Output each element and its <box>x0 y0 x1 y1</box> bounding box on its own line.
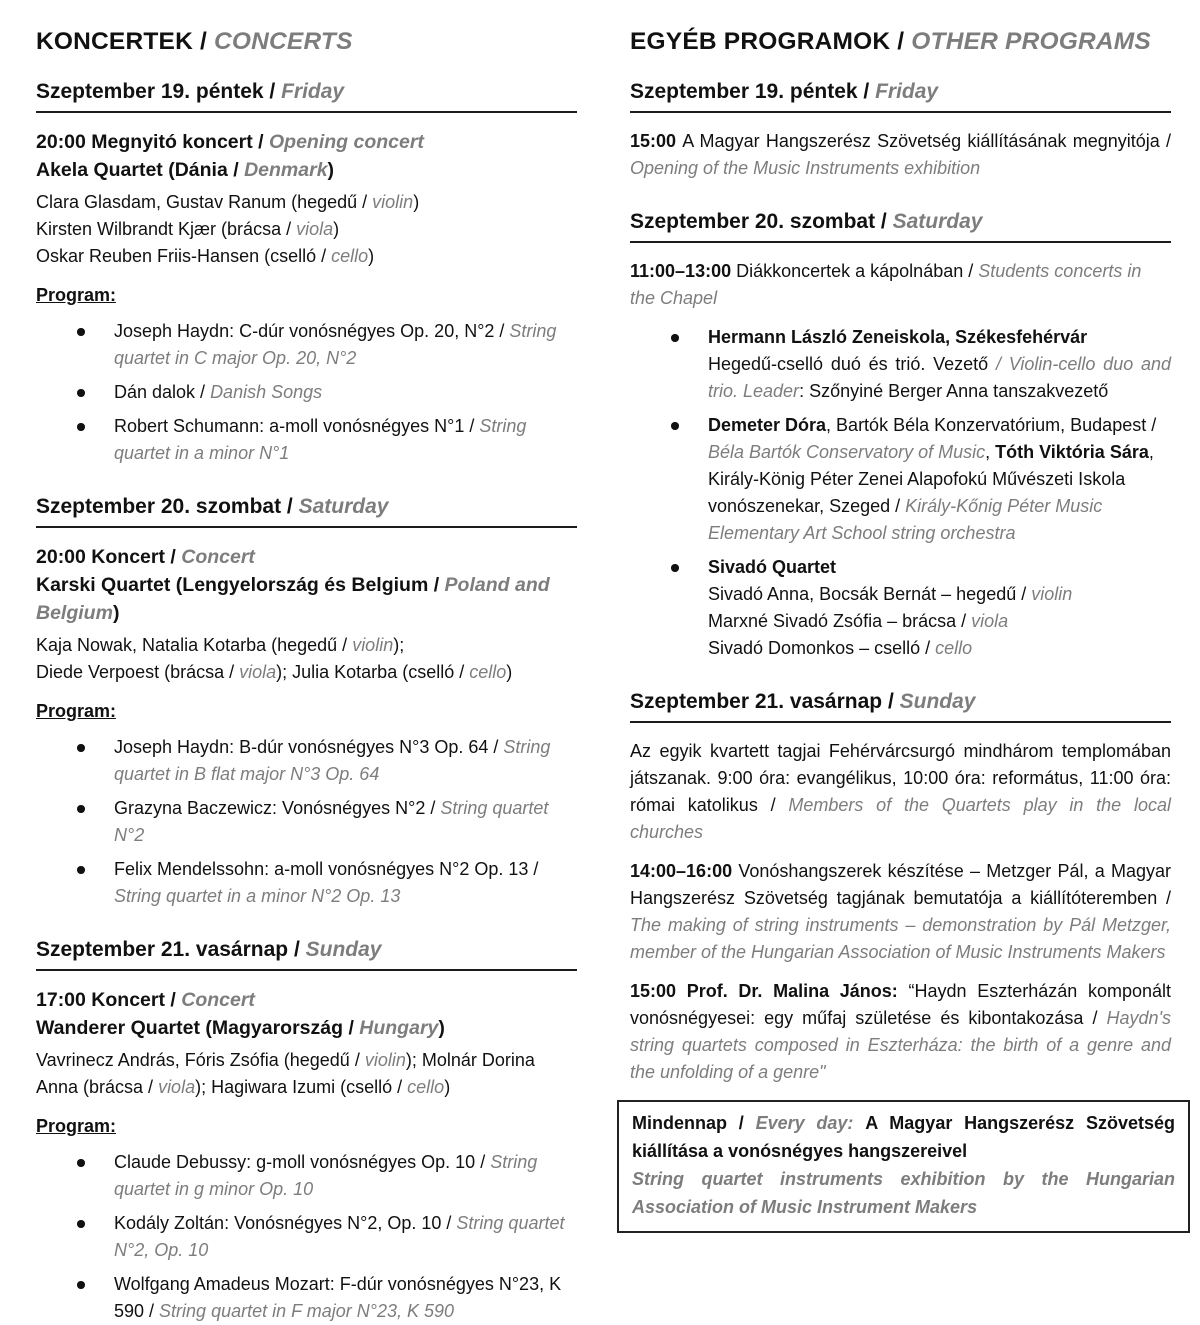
text-run: Sunday <box>305 938 382 961</box>
performers-line <box>36 632 577 659</box>
program-item-line <box>114 1271 577 1325</box>
performers-line <box>36 216 577 243</box>
text-run: Felix Mendelssohn: a-moll vonósnégyes N°2 Op. 13 / <box>114 859 539 879</box>
text-run: Concert <box>181 546 255 568</box>
text-run: Sivadó Anna, Bocsák Bernát – hegedű / <box>708 584 1032 604</box>
text-run: EGYÉB PROGRAMOK / <box>630 28 912 55</box>
day-header <box>630 690 1171 723</box>
program-list <box>36 734 577 910</box>
text-run: Diákkoncertek a kápolnában / <box>736 261 979 281</box>
text-run: Béla Bartók Conservatory of Music <box>708 442 986 462</box>
text-run: viola <box>239 662 277 682</box>
program-item-line <box>708 351 1171 405</box>
text-run: 14:00–16:00 <box>630 861 739 881</box>
text-run: String quartet in a minor N°1 <box>114 416 527 463</box>
day-section <box>36 938 577 1325</box>
program-label: Program: <box>36 1116 117 1136</box>
text-run: cello <box>331 246 369 266</box>
text-run: Joseph Haydn: C-dúr vonósnégyes Op. 20, N°2 / <box>114 321 510 341</box>
text-run: , Király-König Péter Zenei Alapofokú Művészeti Iskola vonószenekar, Szeged / <box>708 442 1154 516</box>
text-run: Every day: <box>755 1113 866 1133</box>
text-run: Friday <box>281 80 345 103</box>
text-run: Students concerts in the Chapel <box>630 261 1142 308</box>
day-header <box>36 80 577 113</box>
day-header <box>630 210 1171 243</box>
program-label: Program: <box>36 285 117 305</box>
text-run: viola <box>158 1077 196 1097</box>
text-run: ) <box>438 1017 445 1039</box>
text-run: Opening of the Music Instruments exhibition <box>630 158 981 178</box>
text-run: 20:00 Megnyitó koncert / <box>36 131 269 153</box>
text-run: Hungary <box>359 1017 439 1039</box>
text-run: Az egyik kvartett tagjai Fehérvárcsurgó mindhárom templomában játszanak. 9:00 óra: evangélikus, 10:00 óra: református, 11:00 óra: római katolikus / <box>630 741 1171 815</box>
program-item-line <box>708 581 1171 608</box>
text-run: String quartet instruments exhibition by the Hungarian Association of Music Instrument Makers <box>632 1169 1175 1217</box>
text-run: Mindennap / <box>632 1113 756 1133</box>
event-paragraph <box>630 258 1171 312</box>
event-heading-line <box>36 128 577 156</box>
text-run: violin <box>364 1050 406 1070</box>
program-item-line <box>708 324 1171 351</box>
day-section <box>630 690 1175 1233</box>
text-run: Robert Schumann: a-moll vonósnégyes N°1 / <box>114 416 480 436</box>
text-run: ) <box>506 662 513 682</box>
text-run: 15:00 <box>630 131 683 151</box>
text-run: A Magyar Hangszerész Szövetség kiállítása a vonósnégyes hangszereivel <box>632 1113 1175 1161</box>
event-heading <box>36 128 577 184</box>
text-run: Clara Glasdam, Gustav Ranum (hegedű / <box>36 192 373 212</box>
day-header <box>630 80 1171 113</box>
text-run: String quartet in a minor N°2 Op. 13 <box>114 886 401 906</box>
text-run: Hegedű-cselló duó és trió. Vezető <box>708 354 996 374</box>
text-run: 17:00 Koncert / <box>36 989 182 1011</box>
text-run: Szeptember 21. vasárnap / <box>36 938 306 961</box>
box-paragraph <box>632 1165 1175 1221</box>
program-item-line <box>114 795 577 849</box>
program-item <box>114 1271 577 1325</box>
program-item <box>114 1149 577 1203</box>
text-run: KONCERTEK / <box>36 28 214 55</box>
everyday-exhibition-box <box>617 1100 1190 1233</box>
text-run: , Bartók Béla Konzervatórium, Budapest / <box>826 415 1157 435</box>
program-item <box>708 324 1171 405</box>
event-heading <box>36 986 577 1042</box>
text-run: The making of string instruments – demonstration by Pál Metzger, member of the Hungarian Association of Music Instruments Makers <box>630 915 1171 962</box>
program-item <box>708 554 1171 662</box>
text-run: ); Julia Kotarba (cselló / <box>276 662 470 682</box>
text-run: ) <box>112 602 120 624</box>
text-run: violin <box>1031 584 1073 604</box>
performers-line <box>36 659 577 686</box>
event-heading-line <box>36 571 577 627</box>
text-run: Sivadó Domonkos – cselló / <box>708 638 936 658</box>
day-section <box>630 210 1171 662</box>
event-heading-line <box>36 1014 577 1042</box>
concerts-column <box>36 26 577 1321</box>
text-run: cello <box>935 638 973 658</box>
text-run: Friday <box>875 80 939 103</box>
text-run: Hermann László Zeneiskola, Székesfehérvár <box>708 327 1088 347</box>
text-run: ); Molnár Dorina Anna (brácsa / <box>36 1050 535 1097</box>
text-run: Opening concert <box>268 131 424 153</box>
program-item-line <box>114 1210 577 1264</box>
program-item-line <box>114 734 577 788</box>
day-section <box>36 80 577 467</box>
text-run: Diede Verpoest (brácsa / <box>36 662 240 682</box>
text-run: Szeptember 20. szombat / <box>630 210 893 233</box>
text-run: Király-Kőnig Péter Music Elementary Art School string orchestra <box>708 496 1103 543</box>
program-item <box>114 795 577 849</box>
text-run: Concert <box>181 989 255 1011</box>
text-run: Haydn's string quartets composed in Eszterháza: the birth of a genre and the unfolding of a genre" <box>630 1008 1171 1082</box>
text-run: Grazyna Baczewicz: Vonósnégyes N°2 / <box>114 798 441 818</box>
program-item-line <box>114 413 577 467</box>
text-run: String quartet in g minor Op. 10 <box>114 1152 538 1199</box>
program-item-line <box>708 412 1171 547</box>
program-item <box>114 318 577 372</box>
performers-line <box>36 243 577 270</box>
text-run: String quartet in B flat major N°3 Op. 64 <box>114 737 551 784</box>
day-header <box>36 495 577 528</box>
text-run: Kodály Zoltán: Vonósnégyes N°2, Op. 10 / <box>114 1213 457 1233</box>
text-run: Szeptember 19. péntek / <box>36 80 282 103</box>
event-paragraph <box>630 128 1171 182</box>
performers-line <box>36 189 577 216</box>
text-run: ) <box>413 192 420 212</box>
text-run: “Haydn Eszterházán komponált vonósnégyesei: egy műfaj születése és kibontakozása / <box>630 981 1171 1028</box>
program-item <box>114 413 577 467</box>
text-run: OTHER PROGRAMS <box>911 28 1151 55</box>
day-section <box>36 495 577 910</box>
program-list <box>630 324 1171 662</box>
text-run: Poland and Belgium <box>36 574 550 624</box>
performers <box>36 189 577 270</box>
text-run: String quartet in C major Op. 20, N°2 <box>114 321 557 368</box>
text-run: Danish Songs <box>210 382 323 402</box>
event-paragraph <box>36 1047 577 1101</box>
text-run: Akela Quartet (Dánia / <box>36 159 245 181</box>
program-item-line <box>708 635 1171 662</box>
day-header <box>36 938 577 971</box>
text-run: CONCERTS <box>214 28 353 55</box>
box-paragraph <box>632 1109 1175 1165</box>
text-run: Saturday <box>298 495 389 518</box>
text-run: 15:00 Prof. Dr. Malina János: <box>630 981 909 1001</box>
text-run: String quartet N°2, Op. 10 <box>114 1213 565 1260</box>
text-run: Szeptember 20. szombat / <box>36 495 299 518</box>
text-run: ) <box>327 159 335 181</box>
text-run: Szeptember 19. péntek / <box>630 80 876 103</box>
text-run: ); <box>393 635 405 655</box>
text-run: : Szőnyiné Berger Anna tanszakvezető <box>799 381 1109 401</box>
text-run: Dán dalok / <box>114 382 211 402</box>
program-item-line <box>114 318 577 372</box>
column-title <box>630 28 1171 56</box>
event-paragraph <box>630 738 1171 846</box>
text-run: Vonóshangszerek készítése – Metzger Pál, a Magyar Hangszerész Szövetség tagjának bemutatója a kiállítóteremben / <box>630 861 1171 908</box>
text-run: Sivadó Quartet <box>708 557 837 577</box>
text-run: Denmark <box>244 159 328 181</box>
text-run: Saturday <box>892 210 983 233</box>
text-run: / Violin-cello duo and trio. Leader <box>708 354 1172 401</box>
program-list <box>36 1149 577 1325</box>
program-item <box>114 379 577 406</box>
program-list <box>36 318 577 467</box>
text-run: Kaja Nowak, Natalia Kotarba (hegedű / <box>36 635 353 655</box>
text-run: 20:00 Koncert / <box>36 546 182 568</box>
text-run: String quartet in F major N°23, K 590 <box>159 1301 455 1321</box>
text-run: 11:00–13:00 <box>630 261 737 281</box>
text-run: Tóth Viktória Sára <box>995 442 1149 462</box>
text-run: violin <box>352 635 394 655</box>
text-run: A Magyar Hangszerész Szövetség kiállításának megnyitója / <box>682 131 1171 151</box>
text-run: cello <box>469 662 507 682</box>
event-paragraph <box>630 858 1171 966</box>
program-item <box>114 856 577 910</box>
day-section <box>630 80 1171 182</box>
program-item-line <box>114 856 577 910</box>
program-item-line <box>114 379 577 406</box>
text-run: Members of the Quartets play in the local churches <box>630 795 1171 842</box>
event-paragraph <box>630 978 1171 1086</box>
text-run: viola <box>296 219 334 239</box>
text-run: String quartet N°2 <box>114 798 549 845</box>
text-run: Joseph Haydn: B-dúr vonósnégyes N°3 Op. 64 / <box>114 737 504 757</box>
text-run: Szeptember 21. vasárnap / <box>630 690 900 713</box>
other-programs-column <box>630 26 1175 1265</box>
program-item-line <box>708 608 1171 635</box>
text-run: Vavrinecz András, Fóris Zsófia (hegedű / <box>36 1050 365 1070</box>
event-heading-line <box>36 986 577 1014</box>
text-run: Oskar Reuben Friis-Hansen (cselló / <box>36 246 332 266</box>
text-run: ) <box>368 246 375 266</box>
text-run: Sunday <box>899 690 976 713</box>
text-run: , <box>985 442 996 462</box>
column-title <box>36 28 577 56</box>
text-run: ); Hagiwara Izumi (cselló / <box>195 1077 408 1097</box>
program-item <box>114 1210 577 1264</box>
program-item-line <box>708 554 1171 581</box>
text-run: ) <box>333 219 340 239</box>
text-run: ) <box>444 1077 451 1097</box>
text-run: Demeter Dóra <box>708 415 827 435</box>
program-item <box>708 412 1171 547</box>
event-heading <box>36 543 577 627</box>
program-item-line <box>114 1149 577 1203</box>
text-run: violin <box>372 192 414 212</box>
text-run: Claude Debussy: g-moll vonósnégyes Op. 10 / <box>114 1152 491 1172</box>
program-item <box>114 734 577 788</box>
text-run: viola <box>971 611 1009 631</box>
event-heading-line <box>36 156 577 184</box>
text-run: cello <box>407 1077 445 1097</box>
text-run: Marxné Sivadó Zsófia – brácsa / <box>708 611 972 631</box>
text-run: Kirsten Wilbrandt Kjær (brácsa / <box>36 219 297 239</box>
program-label: Program: <box>36 701 117 721</box>
performers <box>36 632 577 686</box>
text-run: Wanderer Quartet (Magyarország / <box>36 1017 360 1039</box>
event-heading-line <box>36 543 577 571</box>
text-run: Karski Quartet (Lengyelország és Belgium / <box>36 574 445 596</box>
text-run: Wolfgang Amadeus Mozart: F-dúr vonósnégyes N°23, K 590 / <box>114 1274 562 1321</box>
